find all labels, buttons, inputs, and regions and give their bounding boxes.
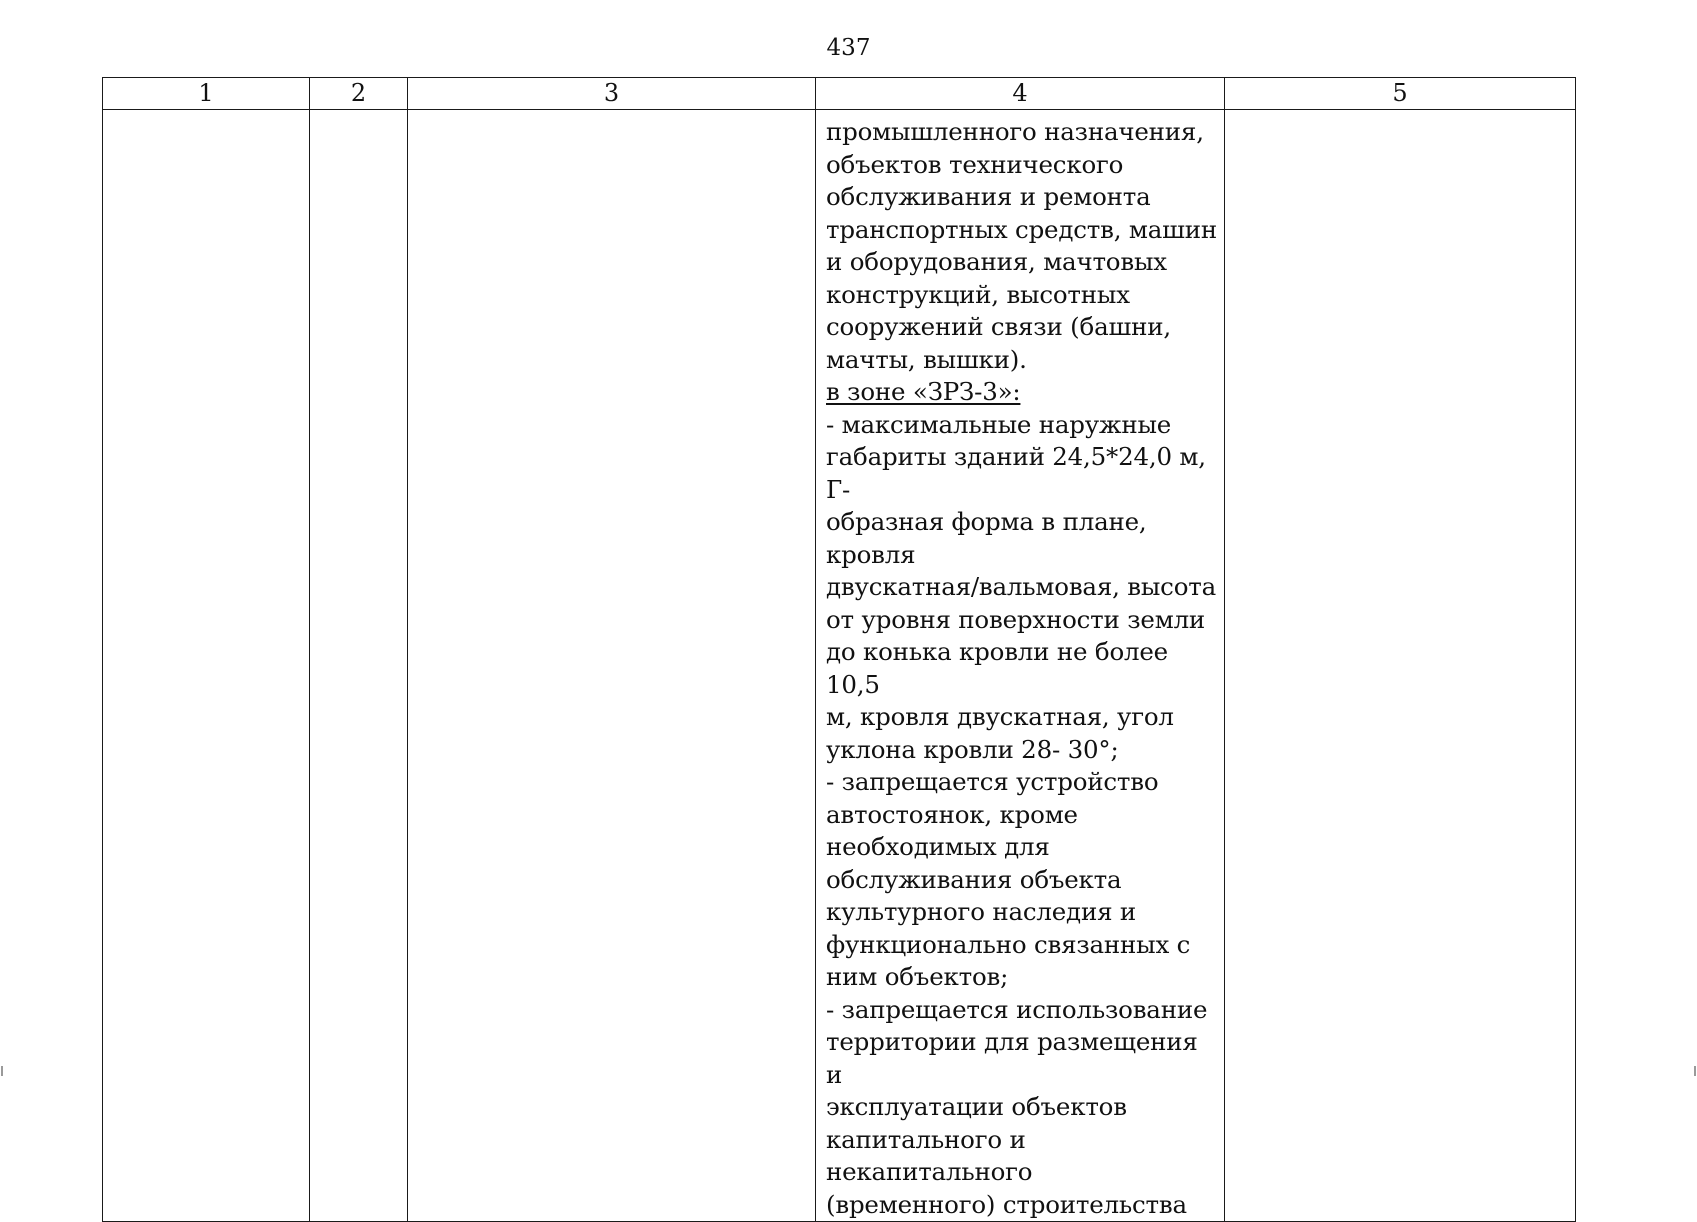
document-table xyxy=(102,77,1576,1222)
scan-speck xyxy=(1,1066,3,1076)
paragraph-industrial-purpose: промышленного назначения, объектов технического обслуживания и ремонта транспортных средств, машин и оборудования, мачтовых конструкций, высотных сооружений связи (башни, мачты, вышки). xyxy=(826,117,1217,374)
cell-column-1 xyxy=(103,110,310,1222)
column-header-3: 3 xyxy=(408,78,816,110)
column-header-1: 1 xyxy=(103,78,310,110)
cell-column-3 xyxy=(408,110,816,1222)
column-header-4: 4 xyxy=(816,78,1225,110)
cell-column-4-text xyxy=(816,110,1224,1221)
paragraph-territory-use: - запрещается использование территории для размещения и эксплуатации объектов капитального и некапитального (временного) строительства xyxy=(826,994,1208,1219)
table-row xyxy=(103,110,1576,1222)
page-number: 437 xyxy=(826,35,871,61)
column-header-5: 5 xyxy=(1225,78,1576,110)
cell-column-4 xyxy=(816,110,1225,1222)
paragraph-dimensions: - максимальные наружные габариты зданий 24,5*24,0 м, Г- образная форма в плане, кровля двускатная/вальмовая, высота от уровня поверхности земли до конька кровли не более 10,5 м, кровля двускатная, угол уклона кровли 28- 30°; xyxy=(826,409,1217,764)
column-header-2: 2 xyxy=(310,78,408,110)
cell-column-5 xyxy=(1225,110,1576,1222)
scan-speck xyxy=(1694,1066,1696,1076)
zone-label: в зоне «ЗРЗ-3»: xyxy=(826,377,1021,406)
cell-column-2 xyxy=(310,110,408,1222)
table-header-row xyxy=(103,78,1576,110)
paragraph-parking: - запрещается устройство автостоянок, кроме необходимых для обслуживания объекта культурного наследия и функционально связанных с ним объектов; xyxy=(826,767,1191,991)
